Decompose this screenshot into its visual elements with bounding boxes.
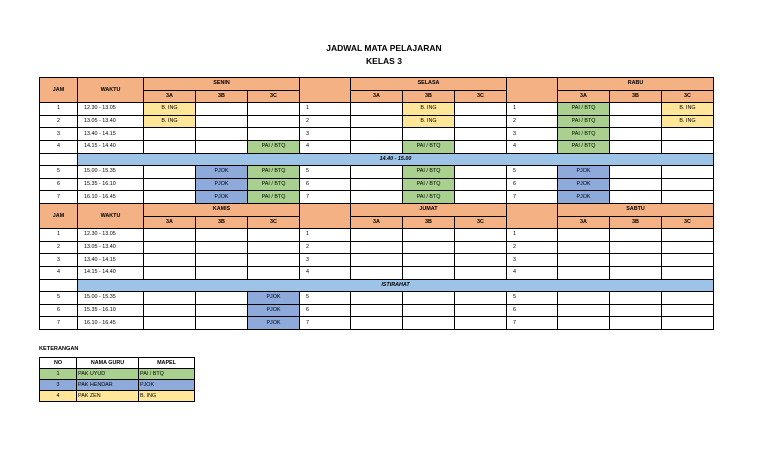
subject-cell [403, 241, 455, 254]
subject-cell [351, 140, 403, 153]
subject-cell: PAI / BTQ [558, 103, 610, 116]
subject-cell [610, 266, 662, 279]
jam-cell: 4 [40, 266, 78, 279]
legend-row [40, 391, 195, 402]
jam-cell: 6 [300, 304, 351, 317]
jam-cell: 4 [507, 140, 558, 153]
subject-cell: B. ING [403, 103, 455, 116]
subject-cell [144, 166, 196, 179]
jam-cell: 6 [40, 304, 78, 317]
subject-cell [403, 128, 455, 141]
day-header: RABU [558, 78, 714, 91]
jam-cell: 7 [300, 191, 351, 204]
subject-cell: PAI / BTQ [403, 178, 455, 191]
subject-cell [403, 317, 455, 330]
subject-cell: PAI / BTQ [403, 166, 455, 179]
waktu-cell: 16.10 - 16.45 [78, 317, 144, 330]
subject-cell [662, 266, 714, 279]
break-row [40, 279, 714, 292]
subject-cell [351, 166, 403, 179]
class-header: 3C [248, 90, 300, 103]
subject-cell [558, 241, 610, 254]
waktu-cell: 15.00 - 15.35 [78, 292, 144, 305]
subject-cell: PJOK [558, 178, 610, 191]
subject-cell [662, 140, 714, 153]
subject-cell [351, 317, 403, 330]
class-header: 3B [196, 90, 248, 103]
subject-cell: PJOK [196, 178, 248, 191]
legend-subject: PAI / BTQ [139, 369, 195, 380]
subject-cell: PAI / BTQ [558, 115, 610, 128]
jam-cell: 4 [40, 140, 78, 153]
class-header: 3B [403, 216, 455, 229]
subject-cell [144, 191, 196, 204]
subject-cell [196, 115, 248, 128]
legend-header: MAPEL [139, 358, 195, 369]
subject-cell [144, 317, 196, 330]
subject-cell [558, 292, 610, 305]
subject-cell [144, 266, 196, 279]
jam-cell: 6 [300, 178, 351, 191]
jam-cell: 1 [300, 103, 351, 116]
break-row [40, 153, 714, 166]
subject-cell [455, 304, 507, 317]
table-row [40, 266, 714, 279]
subject-cell [196, 241, 248, 254]
subject-cell [196, 103, 248, 116]
jam-cell: 1 [40, 103, 78, 116]
jam-cell: 2 [507, 115, 558, 128]
subject-cell [144, 254, 196, 267]
break-empty-cell [40, 279, 78, 292]
jam-cell: 7 [507, 191, 558, 204]
subject-cell: PJOK [558, 166, 610, 179]
class-header: 3C [455, 216, 507, 229]
subject-cell [196, 304, 248, 317]
jam-cell: 2 [507, 241, 558, 254]
subject-cell [351, 115, 403, 128]
subject-cell: PAI / BTQ [558, 128, 610, 141]
jam-spacer-header [300, 78, 351, 103]
subject-cell: PJOK [196, 191, 248, 204]
table-row [40, 166, 714, 179]
subject-cell [455, 178, 507, 191]
subject-cell [351, 266, 403, 279]
jam-spacer-header [507, 203, 558, 228]
subject-cell [351, 128, 403, 141]
subject-cell [403, 266, 455, 279]
jam-cell: 6 [507, 304, 558, 317]
jam-cell: 7 [40, 191, 78, 204]
subject-cell [662, 166, 714, 179]
subject-cell [248, 229, 300, 242]
subject-cell [662, 317, 714, 330]
subject-cell [610, 178, 662, 191]
subject-cell [662, 304, 714, 317]
subject-cell: PJOK [248, 292, 300, 305]
jam-cell: 6 [507, 178, 558, 191]
subject-cell [196, 317, 248, 330]
subject-cell [455, 317, 507, 330]
table-row [40, 229, 714, 242]
subject-cell [196, 128, 248, 141]
class-header: 3C [455, 90, 507, 103]
jam-cell: 6 [40, 178, 78, 191]
subject-cell [558, 266, 610, 279]
jam-cell: 2 [300, 241, 351, 254]
subject-cell [403, 304, 455, 317]
subject-cell [144, 304, 196, 317]
table-row [40, 304, 714, 317]
subject-cell [351, 178, 403, 191]
subject-cell [610, 140, 662, 153]
subject-cell [196, 292, 248, 305]
legend-row [40, 369, 195, 380]
waktu-cell: 13.05 - 13.40 [78, 115, 144, 128]
waktu-cell: 15.35 - 16.10 [78, 178, 144, 191]
jam-cell: 3 [507, 128, 558, 141]
waktu-cell: 15.35 - 16.10 [78, 304, 144, 317]
jam-cell: 2 [40, 241, 78, 254]
break-label: 14.40 - 15.00 [78, 153, 714, 166]
jam-cell: 1 [507, 103, 558, 116]
waktu-cell: 13.05 - 13.40 [78, 241, 144, 254]
waktu-cell: 12.30 - 13.05 [78, 103, 144, 116]
subject-cell: PAI / BTQ [248, 191, 300, 204]
subject-cell: B. ING [662, 115, 714, 128]
subject-cell [662, 128, 714, 141]
page-subtitle: KELAS 3 [366, 56, 402, 66]
table-row [40, 103, 714, 116]
subject-cell [662, 292, 714, 305]
class-header: 3B [610, 216, 662, 229]
jam-cell: 3 [507, 254, 558, 267]
waktu-cell: 14.15 - 14.40 [78, 266, 144, 279]
subject-cell [610, 254, 662, 267]
table-row [40, 128, 714, 141]
waktu-cell: 15.00 - 15.35 [78, 166, 144, 179]
waktu-header: WAKTU [78, 78, 144, 103]
subject-cell [455, 140, 507, 153]
table-row [40, 317, 714, 330]
subject-cell: PJOK [196, 166, 248, 179]
legend-teacher: PAK HENDAR [77, 380, 139, 391]
jam-cell: 2 [40, 115, 78, 128]
subject-cell [196, 229, 248, 242]
jam-cell: 5 [507, 166, 558, 179]
subject-cell [455, 103, 507, 116]
subject-cell [558, 229, 610, 242]
subject-cell [248, 266, 300, 279]
subject-cell: PAI / BTQ [403, 191, 455, 204]
jam-cell: 5 [300, 292, 351, 305]
subject-cell [610, 292, 662, 305]
subject-cell: B. ING [662, 103, 714, 116]
legend-header-row [40, 358, 195, 369]
subject-cell [403, 229, 455, 242]
class-header: 3C [248, 216, 300, 229]
waktu-cell: 12.30 - 13.05 [78, 229, 144, 242]
jam-cell: 5 [40, 292, 78, 305]
legend-header: NO [40, 358, 77, 369]
jam-cell: 5 [40, 166, 78, 179]
class-header: 3A [351, 90, 403, 103]
subject-cell [351, 254, 403, 267]
subject-cell: PJOK [248, 317, 300, 330]
subject-cell [455, 292, 507, 305]
class-header: 3A [351, 216, 403, 229]
table-row [40, 292, 714, 305]
jam-cell: 4 [507, 266, 558, 279]
subject-cell [662, 178, 714, 191]
subject-cell [610, 128, 662, 141]
subject-cell [610, 229, 662, 242]
legend-subject: B. ING [139, 391, 195, 402]
jam-cell: 7 [507, 317, 558, 330]
class-header: 3A [144, 216, 196, 229]
subject-cell [351, 292, 403, 305]
jam-spacer-header [300, 203, 351, 228]
subject-cell [455, 128, 507, 141]
subject-cell [610, 115, 662, 128]
jam-cell: 4 [300, 266, 351, 279]
legend-subject: PJOK [139, 380, 195, 391]
break-label: ISTIRAHAT [78, 279, 714, 292]
table-row [40, 241, 714, 254]
subject-cell: B. ING [144, 115, 196, 128]
day-header: SENIN [144, 78, 300, 91]
subject-cell: B. ING [144, 103, 196, 116]
subject-cell [558, 254, 610, 267]
jam-spacer-header [507, 78, 558, 103]
subject-cell [558, 304, 610, 317]
schedule-table [39, 77, 714, 330]
jam-cell: 3 [40, 254, 78, 267]
legend-teacher: PAK ZEN [77, 391, 139, 402]
legend-header: NAMA GURU [77, 358, 139, 369]
legend-no: 3 [40, 380, 77, 391]
subject-cell: PAI / BTQ [403, 140, 455, 153]
day-header: JUMAT [351, 203, 507, 216]
class-header: 3C [662, 216, 714, 229]
table-row [40, 254, 714, 267]
subject-cell [351, 191, 403, 204]
subject-cell [144, 229, 196, 242]
jam-cell: 4 [300, 140, 351, 153]
jam-cell: 5 [507, 292, 558, 305]
subject-cell [558, 317, 610, 330]
jam-cell: 1 [507, 229, 558, 242]
subject-cell: PJOK [558, 191, 610, 204]
jam-cell: 3 [300, 254, 351, 267]
subject-cell [455, 241, 507, 254]
subject-cell [403, 292, 455, 305]
legend-title: KETERANGAN [39, 346, 79, 352]
subject-cell [662, 229, 714, 242]
day-header: KAMIS [144, 203, 300, 216]
class-header: 3A [558, 216, 610, 229]
day-header-row [40, 203, 714, 216]
subject-cell [144, 128, 196, 141]
jam-cell: 5 [300, 166, 351, 179]
class-header: 3C [662, 90, 714, 103]
legend-table [39, 357, 195, 402]
subject-cell: PAI / BTQ [248, 140, 300, 153]
subject-cell [248, 128, 300, 141]
waktu-cell: 13.40 - 14.15 [78, 254, 144, 267]
subject-cell [610, 241, 662, 254]
jam-cell: 1 [300, 229, 351, 242]
subject-cell [144, 292, 196, 305]
subject-cell [351, 229, 403, 242]
subject-cell [351, 304, 403, 317]
legend-no: 1 [40, 369, 77, 380]
waktu-cell: 16.10 - 16.45 [78, 191, 144, 204]
subject-cell [351, 103, 403, 116]
waktu-header: WAKTU [78, 203, 144, 228]
subject-cell [662, 254, 714, 267]
jam-header: JAM [40, 203, 78, 228]
jam-cell: 7 [40, 317, 78, 330]
jam-cell: 7 [300, 317, 351, 330]
subject-cell [455, 266, 507, 279]
subject-cell [248, 115, 300, 128]
day-header: SABTU [558, 203, 714, 216]
subject-cell [455, 229, 507, 242]
subject-cell [144, 140, 196, 153]
subject-cell [144, 178, 196, 191]
jam-cell: 2 [300, 115, 351, 128]
subject-cell [455, 166, 507, 179]
subject-cell [196, 266, 248, 279]
subject-cell [455, 191, 507, 204]
subject-cell [248, 103, 300, 116]
legend-no: 4 [40, 391, 77, 402]
subject-cell [662, 241, 714, 254]
subject-cell: B. ING [403, 115, 455, 128]
subject-cell [455, 254, 507, 267]
table-row [40, 178, 714, 191]
subject-cell [248, 241, 300, 254]
subject-cell [455, 115, 507, 128]
subject-cell [610, 166, 662, 179]
subject-cell [610, 317, 662, 330]
class-header: 3B [610, 90, 662, 103]
subject-cell [196, 254, 248, 267]
table-row [40, 191, 714, 204]
subject-cell [610, 103, 662, 116]
legend-teacher: PAK UYUD [77, 369, 139, 380]
subject-cell [610, 304, 662, 317]
class-header: 3A [144, 90, 196, 103]
subject-cell [610, 191, 662, 204]
waktu-cell: 13.40 - 14.15 [78, 128, 144, 141]
subject-cell [248, 254, 300, 267]
subject-cell: PJOK [248, 304, 300, 317]
class-header: 3A [558, 90, 610, 103]
break-empty-cell [40, 153, 78, 166]
jam-cell: 1 [40, 229, 78, 242]
subject-cell [144, 241, 196, 254]
subject-cell: PAI / BTQ [248, 166, 300, 179]
table-row [40, 115, 714, 128]
subject-cell: PAI / BTQ [558, 140, 610, 153]
subject-cell: PAI / BTQ [248, 178, 300, 191]
legend-row [40, 380, 195, 391]
waktu-cell: 14.15 - 14.40 [78, 140, 144, 153]
jam-cell: 3 [40, 128, 78, 141]
subject-cell [196, 140, 248, 153]
table-row [40, 140, 714, 153]
day-header-row [40, 78, 714, 91]
subject-cell [351, 241, 403, 254]
class-header: 3B [196, 216, 248, 229]
jam-cell: 3 [300, 128, 351, 141]
jam-header: JAM [40, 78, 78, 103]
day-header: SELASA [351, 78, 507, 91]
page-title: JADWAL MATA PELAJARAN [326, 43, 442, 53]
class-header: 3B [403, 90, 455, 103]
subject-cell [662, 191, 714, 204]
subject-cell [403, 254, 455, 267]
